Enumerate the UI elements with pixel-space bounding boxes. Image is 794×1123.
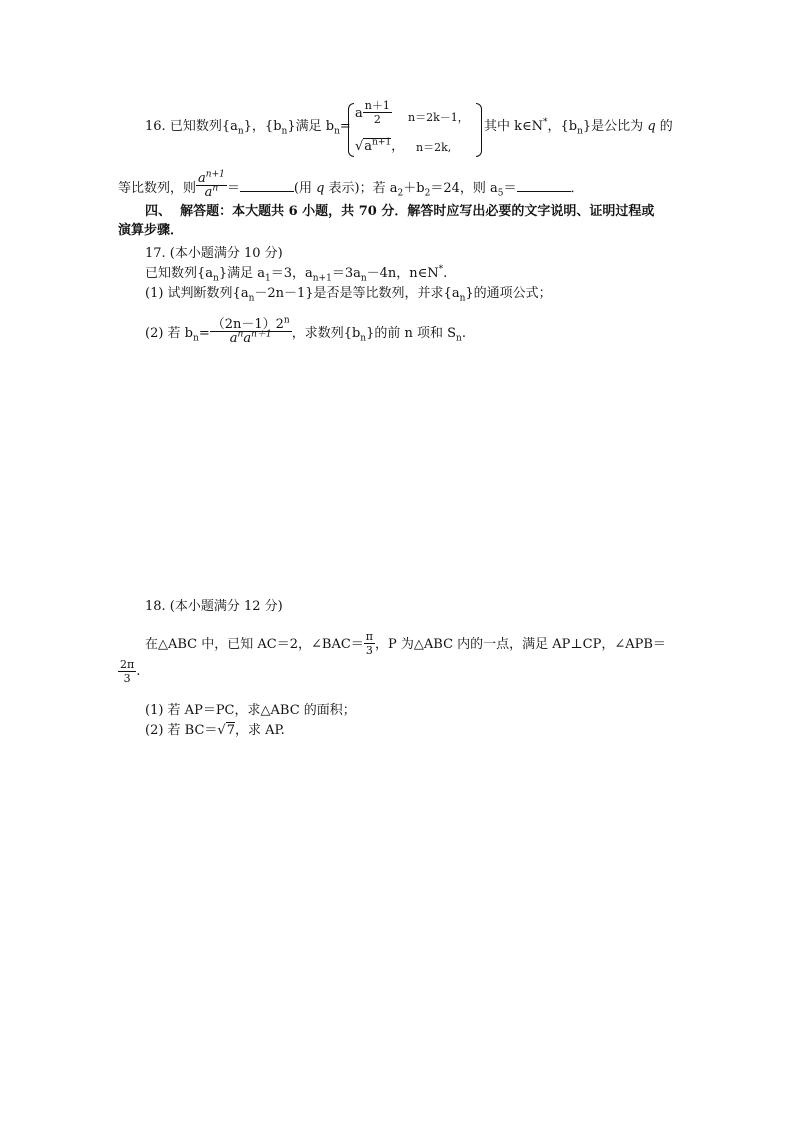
answer-blank-2[interactable]	[517, 179, 571, 192]
q17-given: 已知数列$\{a_n\}$满足 $a_1=3$，$a_{n+1}=3a_n-4n$，n∈N*.	[145, 264, 448, 284]
section4-title-cont: 演算步骤．	[118, 223, 184, 238]
q17-part2: (2) 若 $b_n=$ $\frac{(2n-1)2^n}{a^na^{n+1}}$ ，求数列$\{b_n\}$的前 n 项和 $S_n$.	[145, 315, 466, 346]
q18-heading: 18. (本小题满分 12 分)	[145, 599, 283, 614]
two-pi-over-3-fraction: $\frac{2\pi}{3}$	[120, 658, 135, 685]
q16-case2-condition: n＝2k,	[416, 141, 452, 154]
q16-case2: $√a^{n+1}$，	[355, 137, 405, 154]
sqrt-7: √7	[217, 723, 235, 738]
pi-over-3-fraction: $\frac{\pi}{3}$	[365, 630, 374, 657]
q16-case1-condition: n＝2k－1，	[408, 111, 469, 124]
right-brace	[476, 103, 482, 157]
left-brace	[348, 103, 354, 157]
case1-fraction: $\frac{n+1}{2}$	[364, 99, 390, 126]
q17-part1: (1) 试判断数列$\{a_n-2n-1\}$是否是等比数列，并求$\{a_n\}$的通项公式；	[145, 286, 552, 304]
q16-case1: a $\frac{n+1}{2}$	[355, 99, 390, 126]
bn-fraction: $\frac{(2n-1)2^n}{a^na^{n+1}}$	[211, 315, 290, 346]
q16-line2: 等比数列，则 $\frac{a^{n+1}}{a^n}$ ＝ (用 q 表示)；若 $a_2+b_2=24$，则 $a_5=$ ．	[118, 169, 584, 200]
answer-blank-1[interactable]	[240, 179, 294, 192]
q18-line2: $\frac{2\pi}{3}$ .	[120, 658, 141, 685]
ratio-fraction: $\frac{a^{n+1}}{a^n}$	[198, 169, 225, 200]
q18-part1: (1) 若 AP＝PC，求△ABC 的面积；	[145, 703, 356, 718]
sqrt-expression: $√a^{n+1}$	[355, 137, 392, 154]
q17-heading: 17. (本小题满分 10 分)	[145, 246, 283, 261]
q16-line1: 16. 已知数列$\{a_n\}$，$\{b_n\}$满足 $b_n=$	[145, 119, 351, 137]
section4-title: 四、 解答题：本大题共 6 小题，共 70 分．解答时应写出必要的文字说明、证明过程或	[145, 204, 655, 219]
q18-part2: (2) 若 BC＝√7，求 AP.	[145, 723, 285, 738]
q18-line1: 在△ABC 中，已知 AC＝2，∠BAC＝ $\frac{\pi}{3}$ ，P 为△ABC 内的一点，满足 AP⊥CP，∠APB＝	[145, 630, 666, 657]
q16-number: 16.	[145, 119, 166, 134]
q16-line1-tail: 其中 k∈N*，$\{b_n\}$是公比为 q 的	[484, 117, 673, 137]
